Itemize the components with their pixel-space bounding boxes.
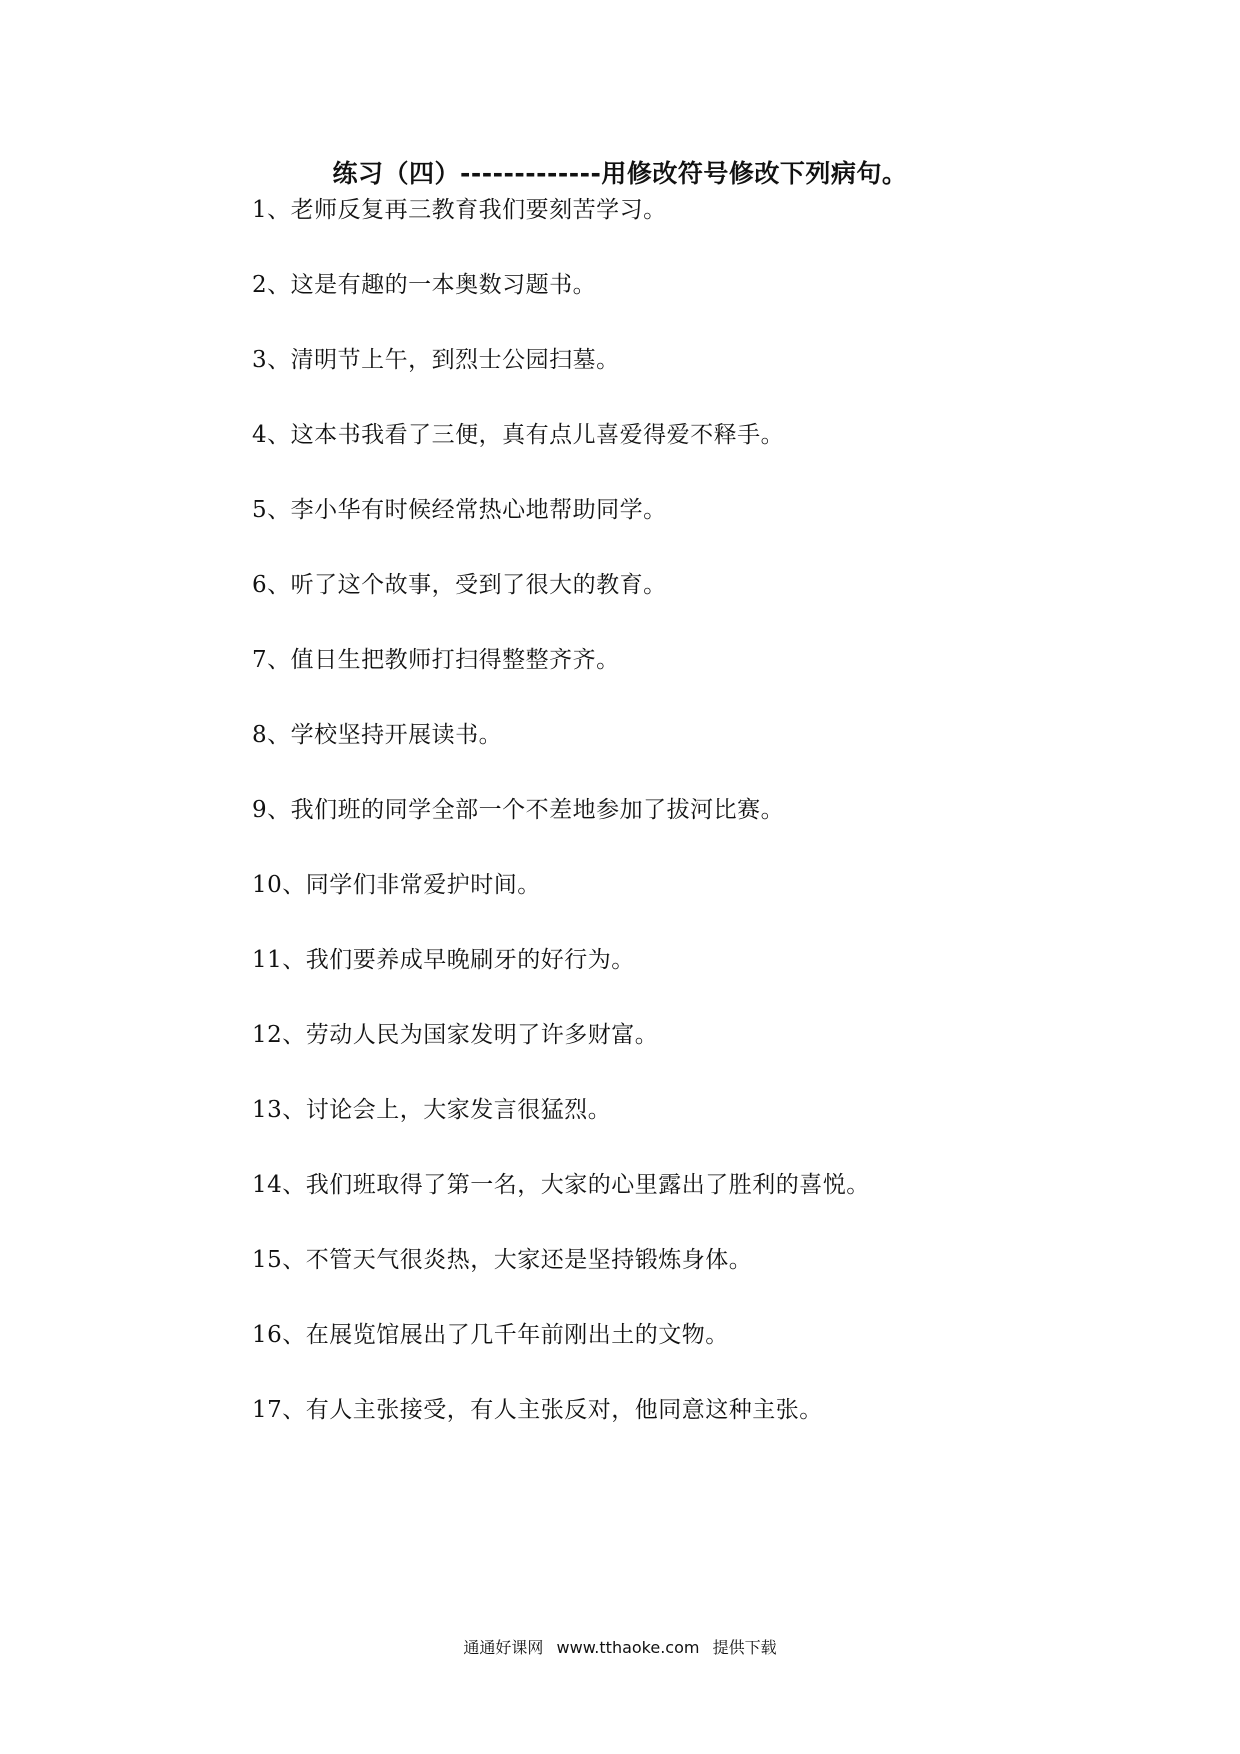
footer-site-name: 通通好课网 xyxy=(463,1638,544,1657)
exercise-item: 12、劳动人民为国家发明了许多财富。 xyxy=(252,1022,659,1048)
exercise-item: 5、李小华有时候经常热心地帮助同学。 xyxy=(252,497,667,523)
exercise-item: 9、我们班的同学全部一个不差地参加了拔河比赛。 xyxy=(252,797,785,823)
exercise-item: 8、学校坚持开展读书。 xyxy=(252,722,503,748)
exercise-item: 11、我们要养成早晚刷牙的好行为。 xyxy=(252,947,635,973)
exercise-item: 14、我们班取得了第一名，大家的心里露出了胜利的喜悦。 xyxy=(252,1172,870,1198)
exercise-item: 15、不管天气很炎热，大家还是坚持锻炼身体。 xyxy=(252,1247,753,1273)
exercise-item: 7、值日生把教师打扫得整整齐齐。 xyxy=(252,647,620,673)
exercise-item: 4、这本书我看了三便，真有点儿喜爱得爱不释手。 xyxy=(252,422,785,448)
exercise-item: 13、讨论会上，大家发言很猛烈。 xyxy=(252,1097,612,1123)
exercise-item: 17、有人主张接受，有人主张反对，他同意这种主张。 xyxy=(252,1397,823,1423)
exercise-list xyxy=(252,195,870,1470)
page-footer xyxy=(0,1635,1240,1658)
page-title: 练习（四）-------------用修改符号修改下列病句。 xyxy=(332,159,908,188)
exercise-item: 3、清明节上午，到烈士公园扫墓。 xyxy=(252,347,620,373)
exercise-item: 2、这是有趣的一本奥数习题书。 xyxy=(252,272,597,298)
exercise-item: 10、同学们非常爱护时间。 xyxy=(252,872,541,898)
footer-url[interactable]: www.tthaoke.com xyxy=(556,1638,700,1657)
exercise-item: 16、在展览馆展出了几千年前刚出土的文物。 xyxy=(252,1322,729,1348)
exercise-item: 1、老师反复再三教育我们要刻苦学习。 xyxy=(252,197,667,223)
exercise-item: 6、听了这个故事，受到了很大的教育。 xyxy=(252,572,667,598)
footer-note: 提供下载 xyxy=(712,1638,777,1657)
